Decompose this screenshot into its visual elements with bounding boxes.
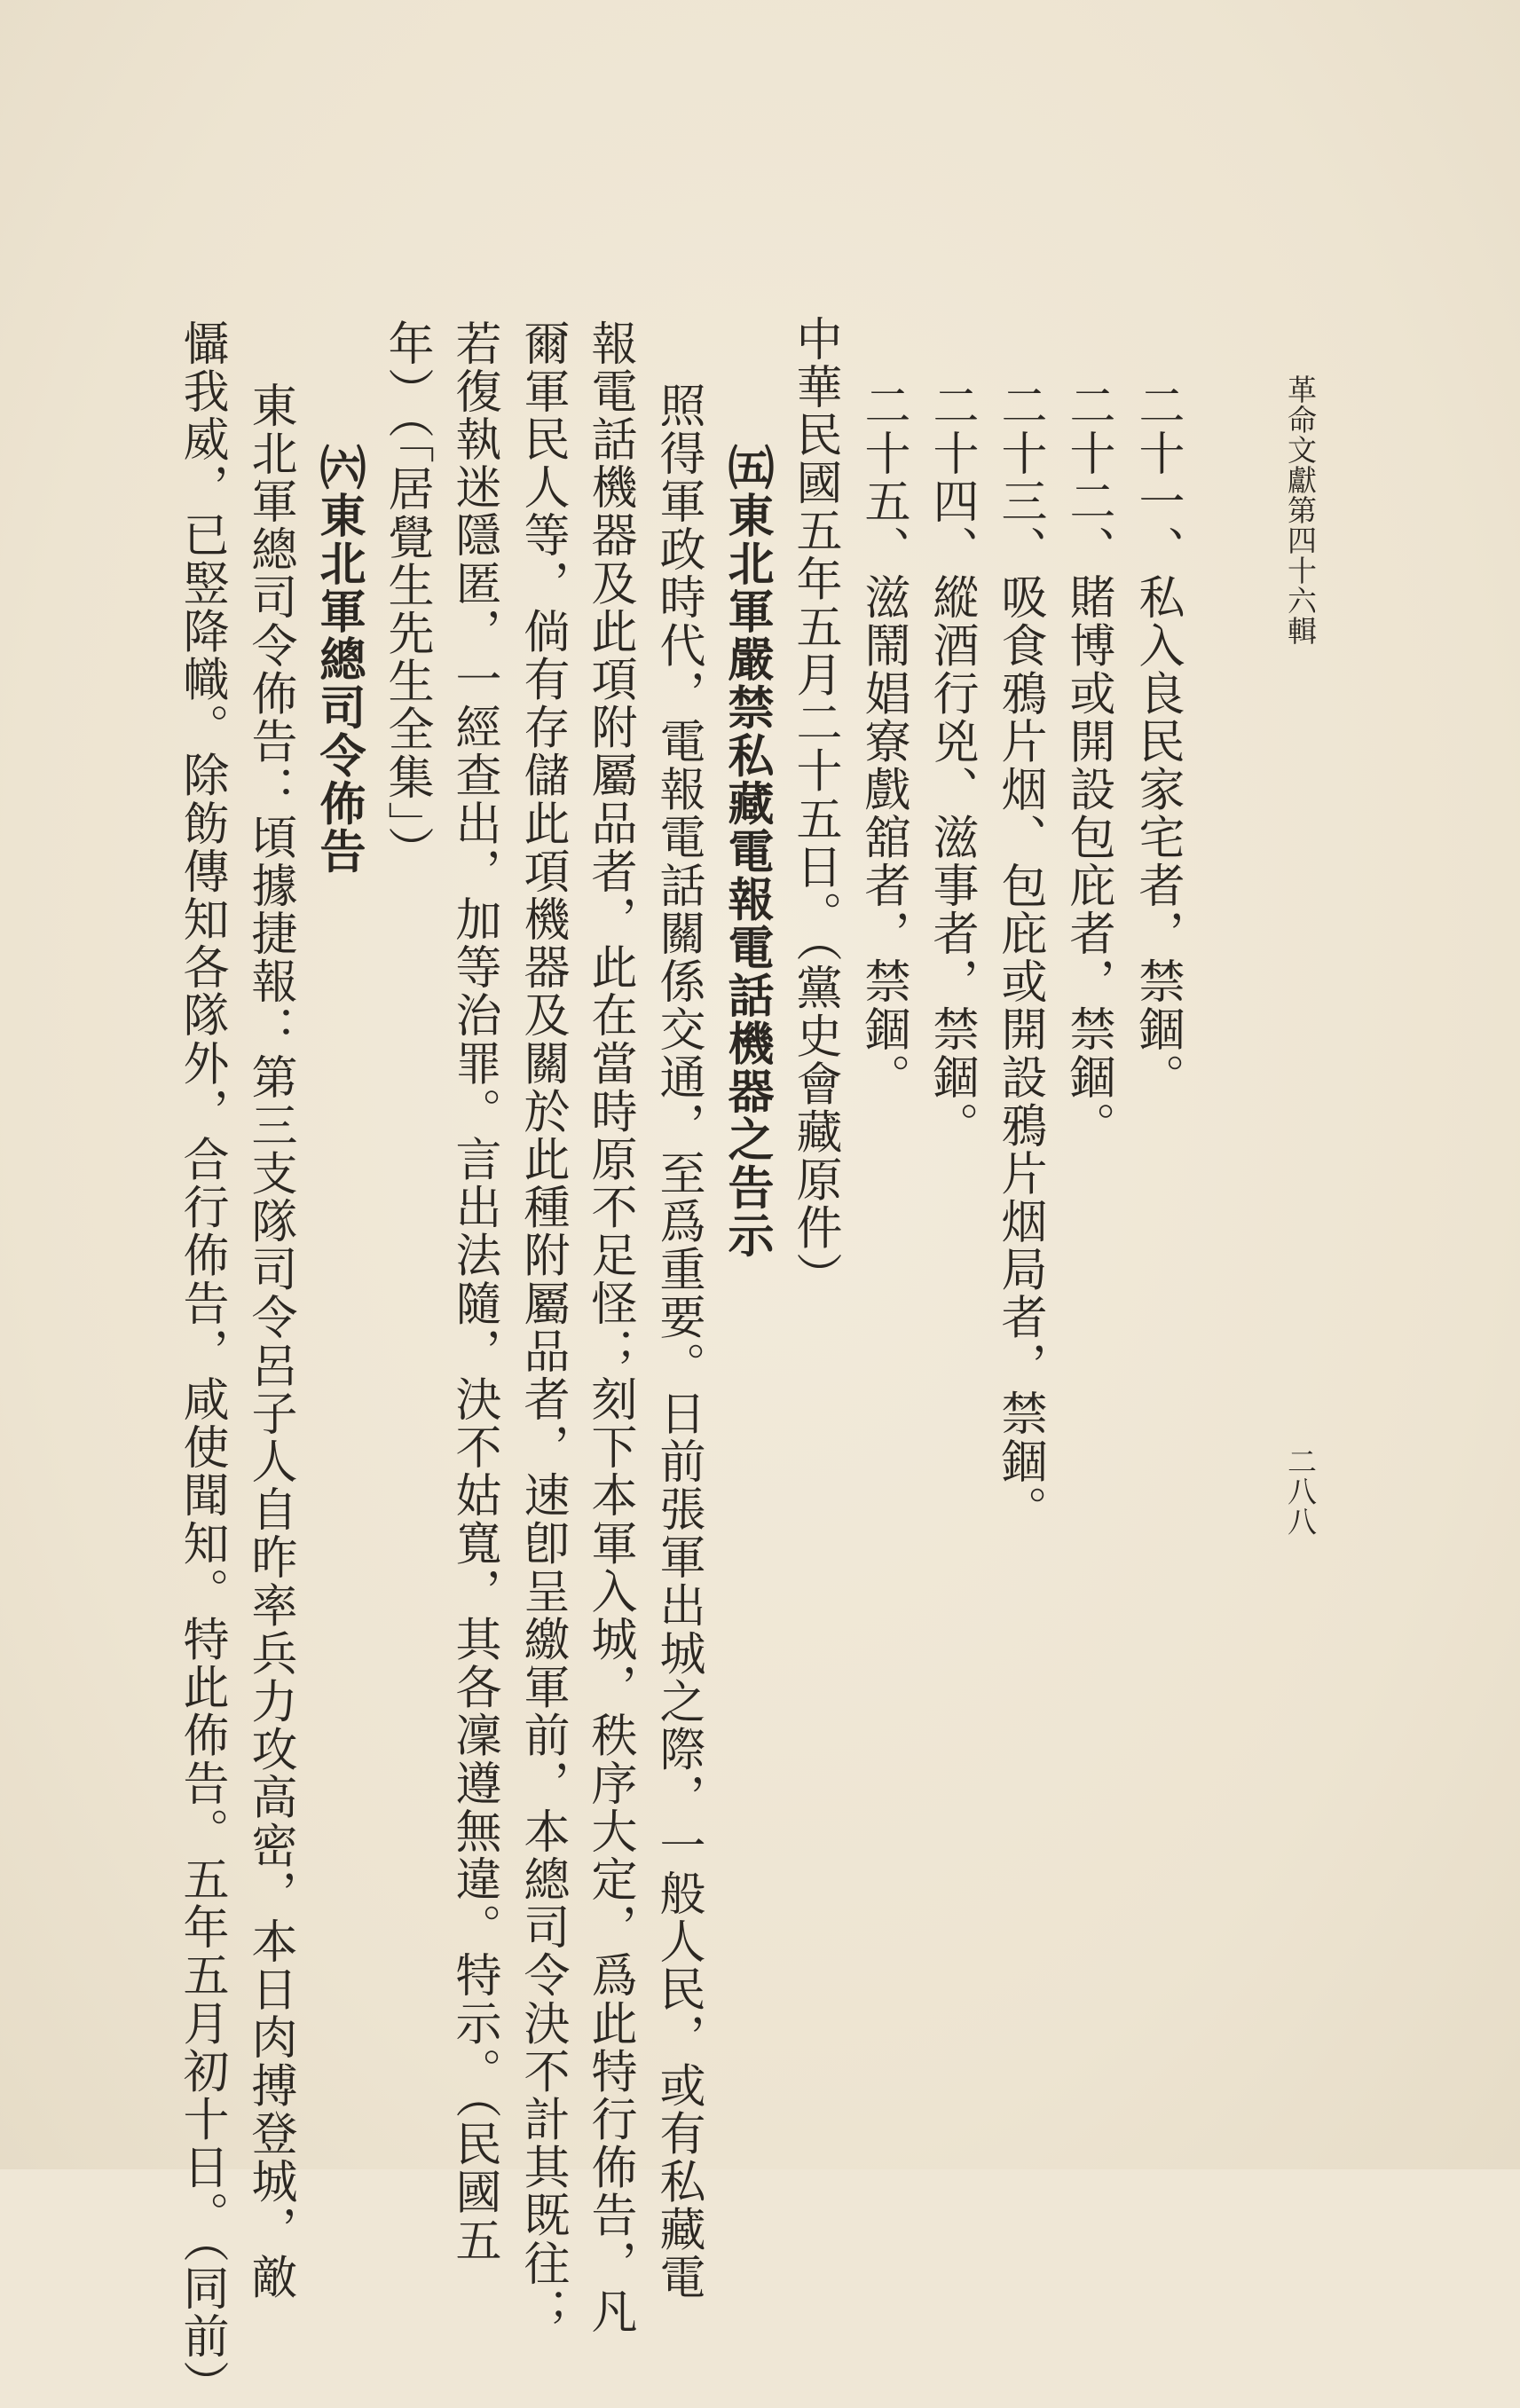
text-column-14: 東北軍總司令佈告：頃據捷報：第三支隊司令呂子人自昨率兵力攻高密，本日肉搏登城，敵 xyxy=(243,382,296,2302)
document-date-source: 中華民國五年五月二十五日。（黨史會藏原件） xyxy=(788,315,841,1301)
text-column-3: 二十三、吸食鴉片烟、包庇或開設鴉片烟局者，禁錮。 xyxy=(993,382,1046,1534)
text-column-5: 二十五、滋鬧娼寮戲舘者，禁錮。 xyxy=(856,382,910,1102)
text-column-1: 二十一、私入良民家宅者，禁錮。 xyxy=(1130,382,1184,1102)
text-column-10: 爾軍民人等，倘有存儲此項機器及關於此種附屬品者，速卽呈繳軍前，本總司令決不計其既往； xyxy=(516,319,569,2336)
text-column-12: 年）（「居覺生先生全集」） xyxy=(380,319,433,875)
page-number: 二八八 xyxy=(1283,1446,1318,1537)
text-column-8: 照得軍政時代，電報電話關係交通，至爲重要。日前張軍出城之際，一般人民，或有私藏電 xyxy=(651,382,705,2302)
section-6-heading: ㈥東北軍總司令佈告 xyxy=(311,444,366,876)
text-column-9: 報電話機器及此項附屬品者，此在當時原不足怪；刻下本軍入城，秩序大定，爲此特行佈告，凡 xyxy=(583,319,636,2336)
book-title-header: 革命文獻第四十六輯 xyxy=(1283,374,1318,646)
text-column-15: 懾我威，已竪降幟。除飭傳知各隊外，合行佈告，咸使聞知。特此佈告。五年五月初十日。（同前） xyxy=(175,319,228,2408)
text-column-4: 二十四、縱酒行兇、滋事者，禁錮。 xyxy=(925,382,978,1150)
text-column-2: 二十二、賭博或開設包庇者，禁錮。 xyxy=(1061,382,1114,1150)
text-column-11: 若復執迷隱匿，一經查出，加等治罪。言出法隨，決不姑寬，其各凜遵無違。特示。（民國五 xyxy=(447,319,500,2265)
section-5-heading: ㈤東北軍嚴禁私藏電報電話機器之告示 xyxy=(720,444,774,1260)
